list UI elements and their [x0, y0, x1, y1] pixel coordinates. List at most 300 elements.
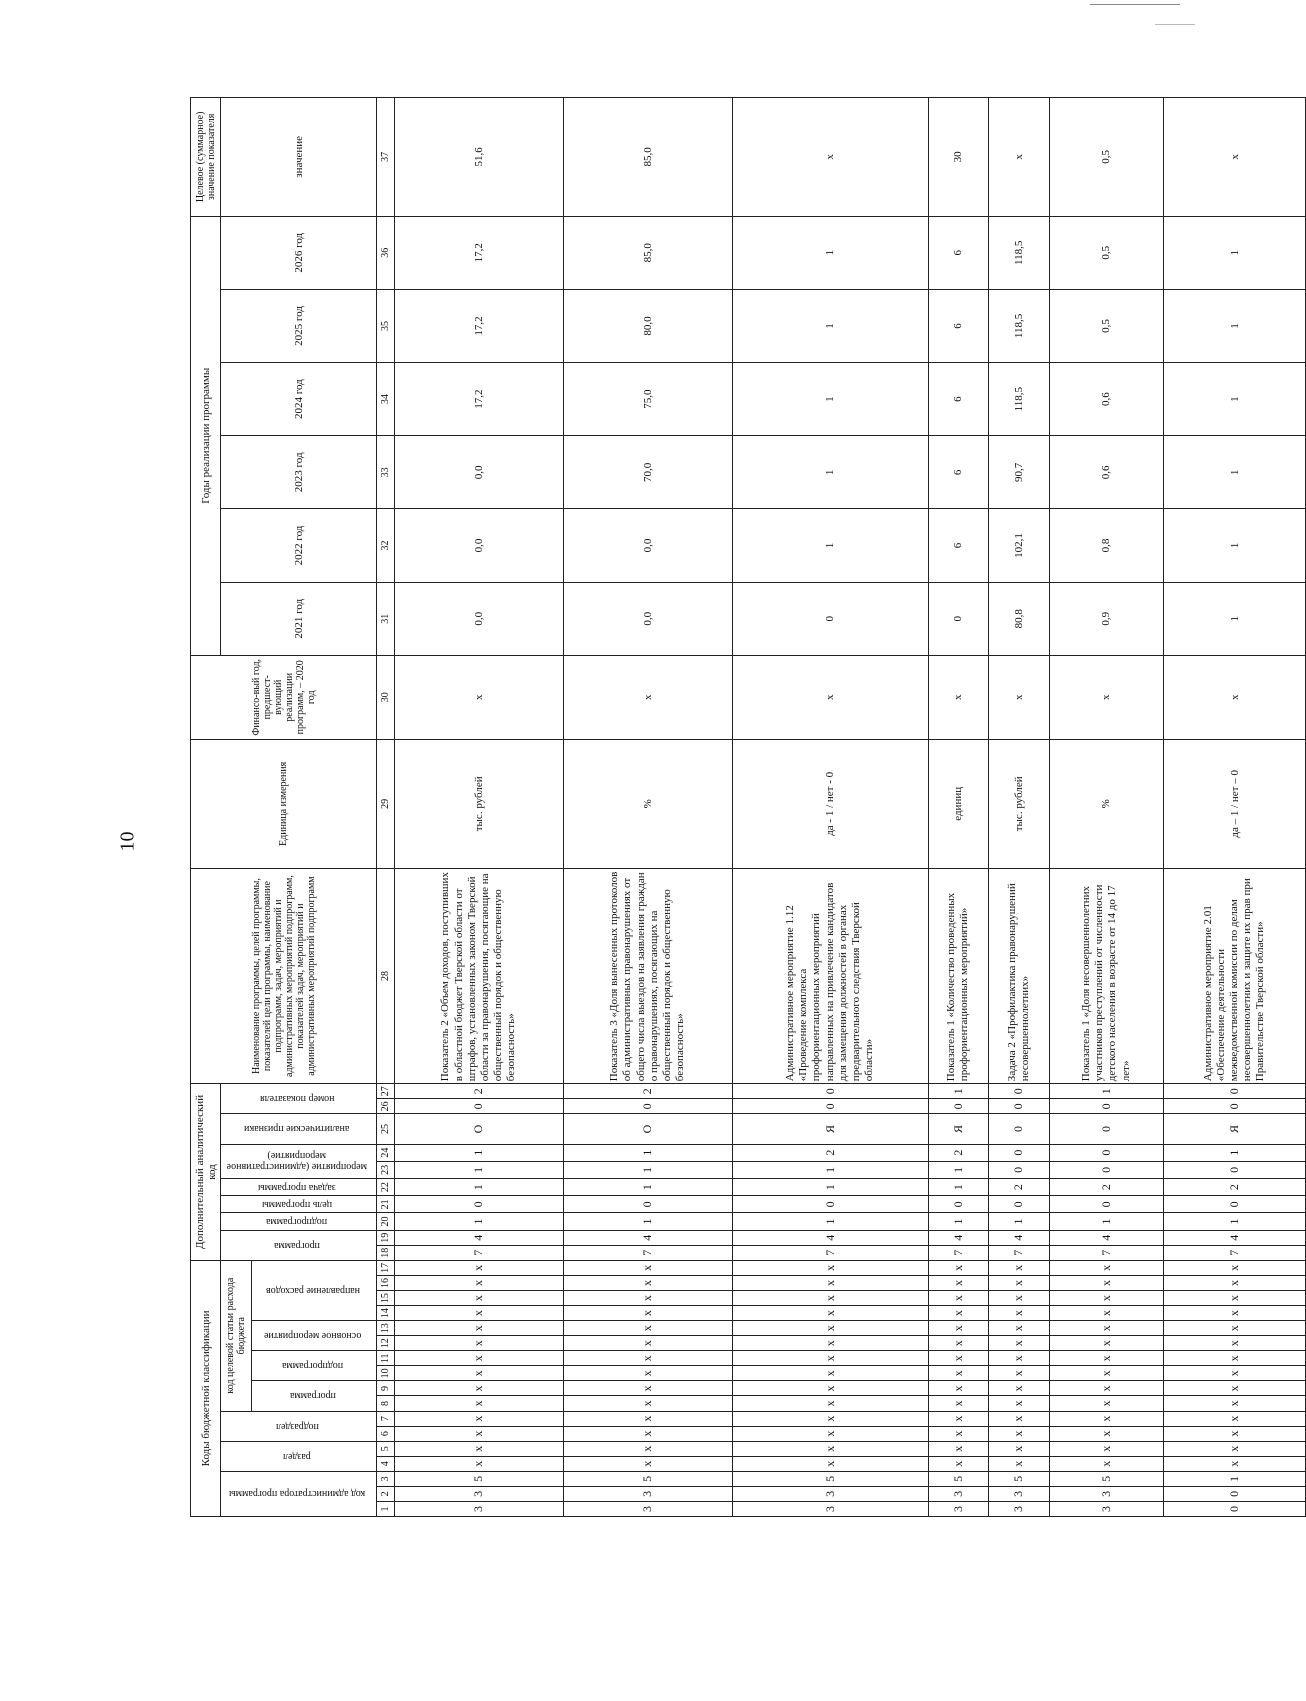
section-header: раздел — [283, 1450, 311, 1462]
code-cell: х — [563, 1336, 732, 1351]
year-value-cell: 6 — [928, 436, 988, 509]
colnum: 17 — [377, 1260, 395, 1275]
colnum: 30 — [377, 655, 395, 739]
code-cell: 0 — [732, 1099, 928, 1114]
code-cell: х — [928, 1366, 988, 1381]
code-cell: х — [1164, 1276, 1306, 1291]
code-cell: х — [395, 1396, 564, 1411]
code-cell: х — [732, 1426, 928, 1441]
colnum: 27 — [377, 1084, 395, 1099]
code-cell: 0 — [1164, 1099, 1306, 1114]
code-cell: х — [1164, 1426, 1306, 1441]
colnum: 21 — [377, 1196, 395, 1213]
analytic-sign-header: аналитические признаки — [244, 1123, 350, 1135]
code-cell: 0 — [989, 1099, 1049, 1114]
colnum: 33 — [377, 436, 395, 509]
code-cell: х — [928, 1381, 988, 1396]
table-row — [928, 98, 988, 1517]
code-cell: х — [928, 1456, 988, 1471]
code-cell: 5 — [395, 1471, 564, 1486]
code-cell: 0 — [1049, 1196, 1164, 1213]
year-value-cell: 0,5 — [1049, 216, 1164, 289]
code-cell: 1 — [563, 1213, 732, 1230]
code-cell: х — [732, 1260, 928, 1275]
code-cell: 7 — [395, 1245, 564, 1260]
code-cell: 0 — [928, 1196, 988, 1213]
fin-year-cell: х — [563, 655, 732, 739]
year-2024-header: 2024 год — [221, 363, 377, 436]
year-value-cell: 1 — [732, 363, 928, 436]
code-cell: 2 — [1164, 1179, 1306, 1196]
code-cell: х — [1049, 1366, 1164, 1381]
code-cell: х — [395, 1260, 564, 1275]
target-value-cell: 51,6 — [395, 98, 564, 217]
indicator-name-cell: Показатель 2 «Объем доходов, поступивших в областной бюджет Тверской области от штрафов, установленных законом Тверской области за правонарушения, посягающие на общественный порядок и общественную безопасность» — [395, 868, 564, 1083]
year-value-cell: 75,0 — [563, 363, 732, 436]
colnum: 10 — [377, 1366, 395, 1381]
expense-direction-header: направление расходов — [265, 1284, 360, 1296]
year-value-cell: 0,6 — [1049, 363, 1164, 436]
fin-year-cell: х — [1164, 655, 1306, 739]
year-value-cell: 0 — [928, 582, 988, 655]
code-cell: х — [1164, 1291, 1306, 1306]
colnum: 34 — [377, 363, 395, 436]
code-cell: 0 — [563, 1196, 732, 1213]
unit-cell: тыс. рублей — [989, 739, 1049, 868]
code-cell: х — [928, 1426, 988, 1441]
year-value-cell: 17,2 — [395, 363, 564, 436]
code-cell: 3 — [732, 1501, 928, 1516]
year-value-cell: 70,0 — [563, 436, 732, 509]
code-cell: 2 — [928, 1144, 988, 1161]
colnum: 22 — [377, 1179, 395, 1196]
year-2026-header: 2026 год — [221, 216, 377, 289]
code-cell: х — [1164, 1441, 1306, 1456]
code-cell: 0 — [1049, 1161, 1164, 1178]
year-2025-header: 2025 год — [221, 289, 377, 362]
code-cell: 2 — [1049, 1179, 1164, 1196]
colnum: 13 — [377, 1321, 395, 1336]
code-cell: х — [1164, 1456, 1306, 1471]
code-cell: х — [395, 1381, 564, 1396]
code-cell: х — [989, 1441, 1049, 1456]
code-cell: 0 — [1164, 1486, 1306, 1501]
code-cell: 3 — [395, 1486, 564, 1501]
colnum: 11 — [377, 1351, 395, 1366]
code-cell: х — [1049, 1411, 1164, 1426]
code-cell: 0 — [989, 1196, 1049, 1213]
code-cell: х — [732, 1351, 928, 1366]
code-cell: х — [928, 1336, 988, 1351]
code-cell: 4 — [395, 1230, 564, 1245]
year-value-cell: 0,0 — [563, 582, 732, 655]
code-cell: х — [563, 1426, 732, 1441]
code-cell: 7 — [563, 1245, 732, 1260]
code-cell: х — [732, 1336, 928, 1351]
an-subprogram-header: подпрограмма — [266, 1216, 328, 1228]
subsection-header: подраздел — [275, 1420, 319, 1432]
target-value-cell: х — [1164, 98, 1306, 217]
code-cell: 0 — [989, 1114, 1049, 1144]
colnum: 2 — [377, 1486, 395, 1501]
code-cell: х — [732, 1306, 928, 1321]
unit-cell: % — [563, 739, 732, 868]
code-cell: х — [989, 1276, 1049, 1291]
year-value-cell: 0,0 — [395, 436, 564, 509]
rotated-table-container — [190, 97, 1300, 1517]
unit-cell: да – 1 / нет – 0 — [1164, 739, 1306, 868]
year-value-cell: 1 — [732, 509, 928, 582]
code-cell: 0 — [928, 1099, 988, 1114]
code-cell: 1 — [989, 1213, 1049, 1230]
code-cell: 0 — [1164, 1084, 1306, 1099]
target-group-header: Целевое (суммарное) значение показателя — [191, 98, 221, 217]
year-value-cell: 102,1 — [989, 509, 1049, 582]
code-cell: х — [1049, 1441, 1164, 1456]
fin-year-cell: х — [732, 655, 928, 739]
code-cell: 7 — [1049, 1245, 1164, 1260]
year-2022-header: 2022 год — [221, 509, 377, 582]
code-cell: х — [928, 1351, 988, 1366]
code-cell: 2 — [563, 1084, 732, 1099]
main-event-header: основное мероприятие — [263, 1330, 362, 1342]
code-cell: 1 — [395, 1161, 564, 1178]
an-program-header: программа — [274, 1239, 320, 1251]
code-cell: 5 — [989, 1471, 1049, 1486]
year-value-cell: 0,8 — [1049, 509, 1164, 582]
code-cell: х — [395, 1411, 564, 1426]
unit-cell: % — [1049, 739, 1164, 868]
code-cell: х — [928, 1260, 988, 1275]
year-value-cell: 1 — [732, 436, 928, 509]
code-cell: х — [989, 1336, 1049, 1351]
year-value-cell: 118,5 — [989, 363, 1049, 436]
code-cell: 1 — [563, 1161, 732, 1178]
code-cell: х — [1164, 1306, 1306, 1321]
code-cell: 7 — [928, 1245, 988, 1260]
colnum: 29 — [377, 739, 395, 868]
code-cell: х — [563, 1291, 732, 1306]
target-value-header: значение — [221, 98, 377, 217]
target-value-cell: х — [989, 98, 1049, 217]
year-value-cell: 1 — [732, 216, 928, 289]
code-cell: х — [989, 1351, 1049, 1366]
code-cell: х — [732, 1276, 928, 1291]
code-cell: 0 — [1164, 1501, 1306, 1516]
event-header: мероприятие (административное мероприятие) — [226, 1150, 368, 1173]
kbk-group-header: Коды бюджетной классификации — [191, 1260, 221, 1516]
table-row — [1049, 98, 1164, 1517]
colnum: 6 — [377, 1426, 395, 1441]
task-header: задача программы — [258, 1181, 336, 1193]
code-cell: х — [928, 1321, 988, 1336]
code-cell: 1 — [928, 1161, 988, 1178]
code-cell: 1 — [1164, 1144, 1306, 1161]
colnum: 31 — [377, 582, 395, 655]
code-cell: Я — [928, 1114, 988, 1144]
code-cell: х — [1164, 1411, 1306, 1426]
code-cell: х — [989, 1381, 1049, 1396]
colnum: 32 — [377, 509, 395, 582]
year-value-cell: 1 — [732, 289, 928, 362]
code-cell: х — [732, 1411, 928, 1426]
colnum: 18 — [377, 1245, 395, 1260]
colnum: 35 — [377, 289, 395, 362]
fin-year-cell: х — [989, 655, 1049, 739]
code-cell: х — [1049, 1276, 1164, 1291]
code-cell: 1 — [732, 1179, 928, 1196]
code-cell: х — [395, 1276, 564, 1291]
code-cell: 7 — [1164, 1245, 1306, 1260]
code-cell: х — [928, 1411, 988, 1426]
year-value-cell: 118,5 — [989, 289, 1049, 362]
indicator-name-cell: Показатель 1 «Доля несовершеннолетних участников преступлений от численности детского населения в возрасте от 14 до 17 лет» — [1049, 868, 1164, 1083]
code-cell: 1 — [1164, 1213, 1306, 1230]
year-value-cell: 85,0 — [563, 216, 732, 289]
code-cell: 2 — [395, 1084, 564, 1099]
code-cell: 5 — [928, 1471, 988, 1486]
target-value-cell: 0,5 — [1049, 98, 1164, 217]
target-value-cell: 30 — [928, 98, 988, 217]
code-cell: 3 — [732, 1486, 928, 1501]
code-cell: х — [395, 1336, 564, 1351]
code-cell: х — [395, 1306, 564, 1321]
code-cell: х — [732, 1396, 928, 1411]
code-cell: 1 — [395, 1179, 564, 1196]
indicator-name-cell: Административное мероприятие 2.01 «Обеспечение деятельности межведомственной комиссии по делам несовершеннолетних и защите их прав при Правительстве Тверской области» — [1164, 868, 1306, 1083]
unit-cell: тыс. рублей — [395, 739, 564, 868]
code-cell: х — [563, 1260, 732, 1275]
code-cell: 3 — [563, 1501, 732, 1516]
code-cell: х — [563, 1276, 732, 1291]
year-value-cell: 0,0 — [395, 582, 564, 655]
code-cell: 0 — [1164, 1196, 1306, 1213]
code-cell: 5 — [1049, 1471, 1164, 1486]
admin-code-header: код администратора программы — [228, 1488, 366, 1500]
colnum: 23 — [377, 1161, 395, 1178]
code-cell: х — [563, 1321, 732, 1336]
code-cell: 0 — [1164, 1161, 1306, 1178]
code-cell: 7 — [989, 1245, 1049, 1260]
colnum: 14 — [377, 1306, 395, 1321]
table-row — [1164, 98, 1306, 1517]
code-cell: х — [732, 1381, 928, 1396]
code-cell: 0 — [1049, 1099, 1164, 1114]
fin-year-cell: х — [1049, 655, 1164, 739]
analytic-group-header: Дополнительный аналитический код — [191, 1084, 221, 1261]
colnum: 36 — [377, 216, 395, 289]
year-value-cell: 90,7 — [989, 436, 1049, 509]
year-value-cell: 80,8 — [989, 582, 1049, 655]
code-cell: х — [989, 1260, 1049, 1275]
code-cell: х — [563, 1396, 732, 1411]
code-cell: 0 — [1049, 1144, 1164, 1161]
code-cell: О — [395, 1114, 564, 1144]
code-cell: 3 — [563, 1486, 732, 1501]
code-cell: 4 — [928, 1230, 988, 1245]
code-cell: х — [1049, 1291, 1164, 1306]
code-cell: 5 — [563, 1471, 732, 1486]
year-value-cell: 6 — [928, 216, 988, 289]
code-cell: х — [1164, 1336, 1306, 1351]
code-cell: х — [732, 1456, 928, 1471]
colnum: 8 — [377, 1396, 395, 1411]
name-header: Наименование программы, целей программы, показателей цели программы, наименование подпрограмм, задач, мероприятий и административных мероприятий подпрограмм, показателей задач, мероприятий и административных мероприятий подпрограмм — [191, 868, 377, 1083]
year-value-cell: 1 — [1164, 509, 1306, 582]
year-value-cell: 17,2 — [395, 289, 564, 362]
code-cell: х — [989, 1306, 1049, 1321]
code-cell: 1 — [563, 1144, 732, 1161]
code-cell: х — [395, 1456, 564, 1471]
colnum: 16 — [377, 1276, 395, 1291]
fin-year-header: Финансо-вый год, предшест-вующий реализации программ, – 2020 год — [191, 655, 377, 739]
colnum: 9 — [377, 1381, 395, 1396]
code-cell: х — [732, 1321, 928, 1336]
colnum: 20 — [377, 1213, 395, 1230]
code-cell: 4 — [1049, 1230, 1164, 1245]
table-row — [395, 98, 564, 1517]
indicator-number-header: номер показателя — [259, 1093, 335, 1105]
table-row — [989, 98, 1049, 1517]
code-cell: 4 — [563, 1230, 732, 1245]
code-cell: х — [1049, 1381, 1164, 1396]
year-value-cell: 1 — [1164, 363, 1306, 436]
year-2023-header: 2023 год — [221, 436, 377, 509]
unit-cell: да - 1 / нет - 0 — [732, 739, 928, 868]
year-value-cell: 0,0 — [395, 509, 564, 582]
code-cell: х — [395, 1321, 564, 1336]
code-cell: х — [989, 1291, 1049, 1306]
code-cell: 4 — [989, 1230, 1049, 1245]
colnum: 3 — [377, 1471, 395, 1486]
code-cell: х — [1164, 1366, 1306, 1381]
target-value-cell: 85,0 — [563, 98, 732, 217]
unit-cell: единиц — [928, 739, 988, 868]
code-cell: х — [1049, 1351, 1164, 1366]
code-cell: х — [395, 1366, 564, 1381]
code-cell: х — [395, 1291, 564, 1306]
code-cell: х — [1049, 1456, 1164, 1471]
year-value-cell: 0,0 — [563, 509, 732, 582]
colnum: 4 — [377, 1456, 395, 1471]
code-cell: х — [989, 1396, 1049, 1411]
year-value-cell: 0,6 — [1049, 436, 1164, 509]
code-cell: х — [1164, 1381, 1306, 1396]
code-cell: Я — [732, 1114, 928, 1144]
code-cell: х — [989, 1426, 1049, 1441]
code-cell: 2 — [989, 1179, 1049, 1196]
code-cell: х — [1164, 1321, 1306, 1336]
code-cell: 4 — [732, 1230, 928, 1245]
code-cell: 3 — [989, 1501, 1049, 1516]
code-cell: х — [1164, 1351, 1306, 1366]
indicator-name-cell: Показатель 3 «Доля вынесенных протоколов об административных правонарушениях от общего числа выездов на заявления граждан о правонарушениях, посягающих на общественный порядок и общественную безопасность» — [563, 868, 732, 1083]
colnum: 26 — [377, 1099, 395, 1114]
code-cell: 0 — [395, 1099, 564, 1114]
year-value-cell: 6 — [928, 509, 988, 582]
year-value-cell: 17,2 — [395, 216, 564, 289]
code-cell: 2 — [732, 1144, 928, 1161]
colnum: 24 — [377, 1144, 395, 1161]
target-value-cell: х — [732, 98, 928, 217]
code-cell: х — [1049, 1336, 1164, 1351]
colnum: 12 — [377, 1336, 395, 1351]
fin-year-cell: х — [395, 655, 564, 739]
code-cell: х — [928, 1306, 988, 1321]
colnum: 19 — [377, 1230, 395, 1245]
code-cell: х — [563, 1411, 732, 1426]
fin-year-cell: х — [928, 655, 988, 739]
code-cell: 0 — [732, 1084, 928, 1099]
code-cell: О — [563, 1114, 732, 1144]
year-value-cell: 6 — [928, 363, 988, 436]
column-number-row — [377, 98, 395, 1517]
code-cell: 4 — [1164, 1230, 1306, 1245]
code-cell: 1 — [1049, 1213, 1164, 1230]
code-cell: х — [732, 1291, 928, 1306]
code-cell: х — [563, 1351, 732, 1366]
code-cell: 1 — [563, 1179, 732, 1196]
target-article-header: код целевой статьи расхода бюджета — [221, 1260, 252, 1411]
code-cell: 0 — [989, 1161, 1049, 1178]
year-value-cell: 1 — [1164, 436, 1306, 509]
code-cell: х — [563, 1441, 732, 1456]
code-cell: х — [928, 1396, 988, 1411]
code-cell: 1 — [1164, 1471, 1306, 1486]
code-cell: х — [1164, 1260, 1306, 1275]
code-cell: х — [563, 1456, 732, 1471]
colnum: 1 — [377, 1501, 395, 1516]
program-indicators-table — [190, 97, 1306, 1517]
code-cell: 0 — [563, 1099, 732, 1114]
years-group-header: Годы реализации программы — [191, 216, 221, 655]
code-cell: х — [1049, 1306, 1164, 1321]
code-cell: х — [928, 1291, 988, 1306]
year-value-cell: 0 — [732, 582, 928, 655]
code-cell: х — [989, 1456, 1049, 1471]
code-cell: х — [395, 1426, 564, 1441]
year-value-cell: 0,5 — [1049, 289, 1164, 362]
code-cell: х — [989, 1411, 1049, 1426]
code-cell: х — [928, 1441, 988, 1456]
code-cell: 3 — [1049, 1501, 1164, 1516]
code-cell: х — [563, 1306, 732, 1321]
code-cell: х — [1049, 1396, 1164, 1411]
code-cell: 0 — [989, 1144, 1049, 1161]
code-cell: Я — [1164, 1114, 1306, 1144]
rotated-table-wrapper — [190, 97, 1300, 1517]
code-cell: 1 — [928, 1179, 988, 1196]
table-row — [732, 98, 928, 1517]
code-cell: 1 — [928, 1084, 988, 1099]
indicator-name-cell: Задача 2 «Профилактика правонарушений несовершеннолетних» — [989, 868, 1049, 1083]
code-cell: 3 — [395, 1501, 564, 1516]
unit-header: Единица измерения — [191, 739, 377, 868]
year-value-cell: 6 — [928, 289, 988, 362]
year-value-cell: 0,9 — [1049, 582, 1164, 655]
goal-header: цель программы — [261, 1198, 333, 1210]
colnum: 37 — [377, 98, 395, 217]
table-body — [395, 98, 1306, 1517]
code-cell: х — [1164, 1396, 1306, 1411]
colnum: 25 — [377, 1114, 395, 1144]
code-cell: х — [989, 1366, 1049, 1381]
year-value-cell: 1 — [1164, 289, 1306, 362]
year-2021-header: 2021 год — [221, 582, 377, 655]
subprogram-header: подпрограмма — [282, 1360, 344, 1372]
code-cell: 1 — [395, 1213, 564, 1230]
code-cell: х — [928, 1276, 988, 1291]
